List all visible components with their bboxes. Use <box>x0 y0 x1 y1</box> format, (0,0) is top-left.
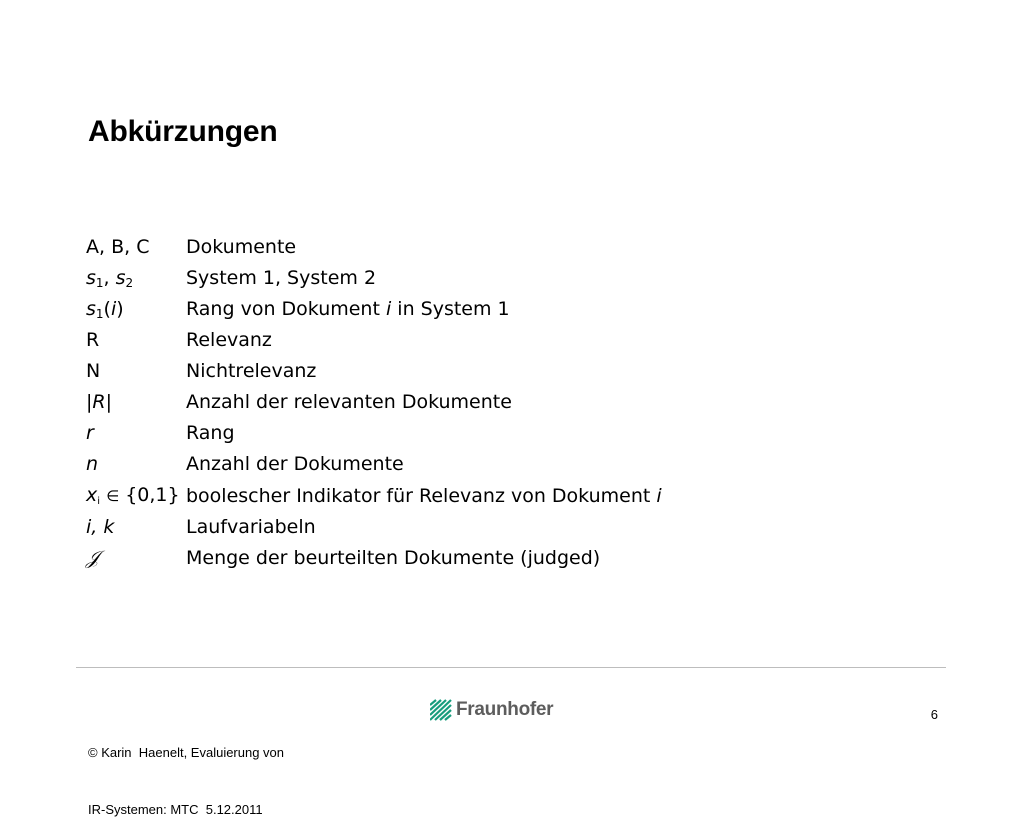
slide-title: Abkürzungen <box>88 115 278 148</box>
abbreviation-term: R <box>86 329 100 351</box>
abbreviation-description: Anzahl der Dokumente <box>186 453 404 475</box>
fraunhofer-stripes-logo-icon <box>430 699 452 721</box>
abbreviation-row <box>86 512 662 543</box>
abbreviation-term: $s_1$, $s_2$ <box>86 267 134 290</box>
abbreviation-row <box>86 263 662 294</box>
footer-copyright-line: © Karin Haenelt, Evaluierung von <box>88 745 285 760</box>
abbreviation-row <box>86 480 662 512</box>
abbreviation-row <box>86 294 662 325</box>
abbreviation-row <box>86 449 662 480</box>
abbreviation-term: r <box>86 422 94 444</box>
abbreviations-table <box>86 232 662 574</box>
abbreviation-row <box>86 387 662 418</box>
abbreviation-term: i, k <box>86 516 115 538</box>
abbreviation-description: Rang <box>186 422 235 444</box>
fraunhofer-logo <box>430 699 553 721</box>
abbreviation-term: $x_i$ ∈ {0,1} <box>86 484 180 507</box>
abbreviation-row <box>86 543 662 574</box>
abbreviation-description: Dokumente <box>186 236 297 258</box>
footer-divider <box>76 667 946 668</box>
fraunhofer-logo-text: Fraunhofer <box>456 699 554 720</box>
abbreviation-row <box>86 325 662 356</box>
abbreviation-term: n <box>86 453 99 475</box>
abbreviation-description: boolescher Indikator für Relevanz von Dokument i <box>186 484 662 507</box>
abbreviation-description: Relevanz <box>186 329 272 351</box>
page-number: 6 <box>930 707 938 722</box>
footer-copyright-line: IR-Systemen: MTC 5.12.2011 <box>88 802 263 817</box>
abbreviation-row <box>86 356 662 387</box>
abbreviation-term: |R| <box>86 391 113 413</box>
abbreviation-term: $s_1(i)$ <box>86 298 124 321</box>
abbreviation-description: Laufvariabeln <box>186 516 316 538</box>
abbreviation-term: 𝒥 <box>86 547 100 569</box>
footer-copyright <box>88 705 284 838</box>
abbreviation-description: Nichtrelevanz <box>186 360 317 382</box>
abbreviation-term: A, B, C <box>86 236 150 258</box>
abbreviation-description: System 1, System 2 <box>186 267 377 289</box>
abbreviation-description: Rang von Dokument i in System 1 <box>186 298 510 320</box>
abbreviation-row <box>86 418 662 449</box>
abbreviation-description: Anzahl der relevanten Dokumente <box>186 391 512 413</box>
abbreviation-description: Menge der beurteilten Dokumente (judged) <box>186 547 601 569</box>
abbreviation-row <box>86 232 662 263</box>
abbreviation-term: N <box>86 360 101 382</box>
